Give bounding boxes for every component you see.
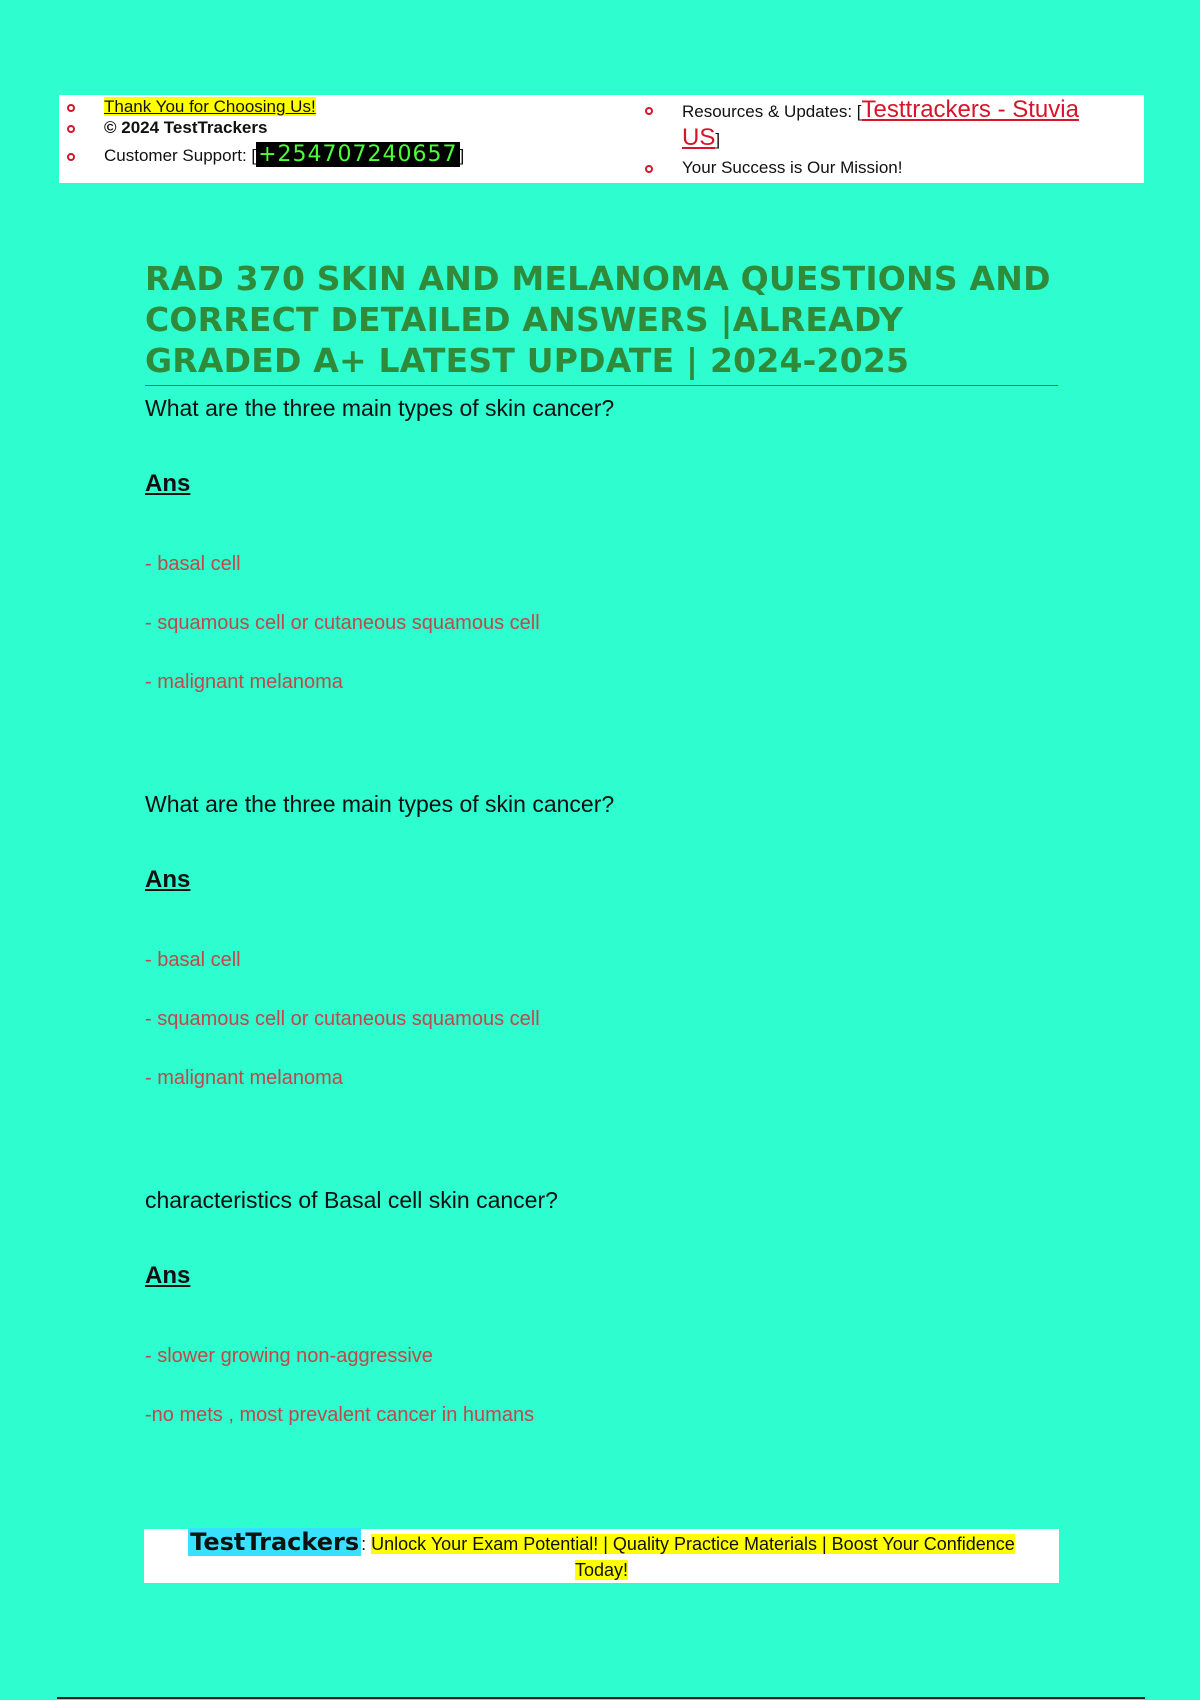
answer-2-item-1: - basal cell bbox=[145, 949, 241, 971]
answer-1-item-1: - basal cell bbox=[145, 553, 241, 575]
document-title: RAD 370 SKIN AND MELANOMA QUESTIONS AND CORRECT DETAILED ANSWERS |ALREADY GRADED A+ LATEST UPDATE | 2024-2025 bbox=[145, 259, 1051, 380]
answer-3-item-1: - slower growing non-aggressive bbox=[145, 1345, 433, 1367]
answer-label-3: Ans bbox=[145, 1262, 191, 1289]
bullet-icon bbox=[67, 125, 75, 133]
question-1: What are the three main types of skin cancer? bbox=[145, 395, 615, 421]
resources-bracket: ] bbox=[715, 130, 721, 149]
bullet-icon bbox=[67, 153, 75, 161]
header-item-mission bbox=[682, 158, 902, 178]
bullet-icon bbox=[67, 104, 75, 112]
mission-text: Your Success is Our Mission! bbox=[682, 158, 903, 177]
header-info-box bbox=[59, 95, 1144, 183]
header-item-resources-cont bbox=[682, 124, 721, 151]
footer-text bbox=[164, 1529, 1039, 1583]
copyright-text: © 2024 TestTrackers bbox=[104, 118, 268, 137]
footer-tagline-end: Today! bbox=[574, 1560, 629, 1580]
question-3: characteristics of Basal cell skin cancer? bbox=[145, 1187, 558, 1213]
support-phone-number[interactable]: +254707240657 bbox=[258, 142, 458, 167]
stuvia-link-continued[interactable]: US bbox=[682, 124, 716, 151]
footer-tagline: Unlock Your Exam Potential! | Quality Practice Materials | Boost Your Confidence bbox=[371, 1534, 1015, 1554]
footer-banner bbox=[144, 1529, 1059, 1583]
answer-2-item-2: - squamous cell or cutaneous squamous cell bbox=[145, 1008, 540, 1030]
brand-separator: : bbox=[361, 1534, 372, 1554]
title-divider bbox=[145, 385, 1058, 386]
brand-name: TestTrackers bbox=[190, 1528, 360, 1556]
header-item-thanks bbox=[104, 97, 316, 117]
bullet-icon bbox=[645, 107, 653, 115]
header-item-support bbox=[104, 142, 465, 167]
stuvia-link[interactable]: Testtrackers - Stuvia bbox=[861, 96, 1079, 123]
answer-1-item-3: - malignant melanoma bbox=[145, 671, 343, 693]
header-item-resources bbox=[682, 96, 1079, 123]
header-item-copyright bbox=[104, 118, 267, 138]
page-bottom-rule bbox=[57, 1697, 1145, 1699]
answer-label-1: Ans bbox=[145, 470, 191, 497]
support-label: Customer Support: [ bbox=[104, 146, 257, 165]
answer-2-item-3: - malignant melanoma bbox=[145, 1067, 343, 1089]
answer-1-item-2: - squamous cell or cutaneous squamous cell bbox=[145, 612, 540, 634]
bullet-icon bbox=[645, 165, 653, 173]
question-2: What are the three main types of skin cancer? bbox=[145, 791, 615, 817]
support-bracket: ] bbox=[459, 146, 465, 165]
resources-label: Resources & Updates: [ bbox=[682, 102, 862, 121]
answer-3-item-2: -no mets , most prevalent cancer in humans bbox=[145, 1404, 535, 1426]
answer-label-2: Ans bbox=[145, 866, 191, 893]
thanks-text: Thank You for Choosing Us! bbox=[104, 97, 316, 116]
